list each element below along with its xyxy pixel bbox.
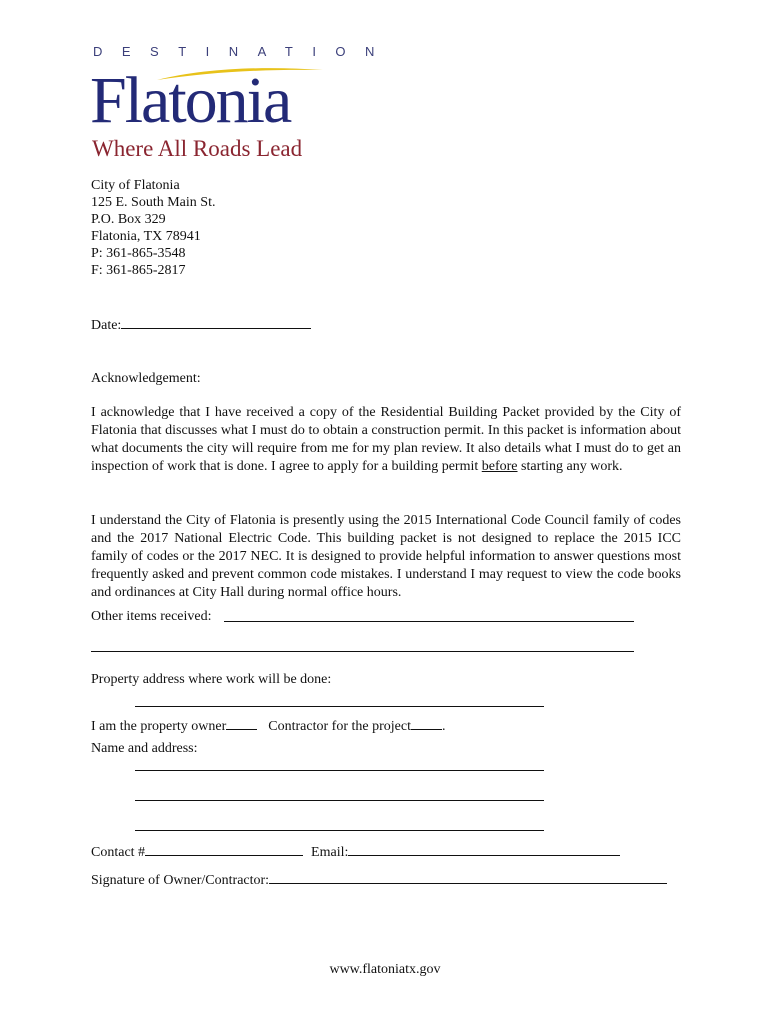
date-field[interactable]: [121, 316, 311, 329]
owner-label: I am the property owner: [91, 719, 227, 734]
name-address-line-3[interactable]: [135, 830, 544, 831]
date-label: Date:: [91, 318, 122, 333]
signature-row: [91, 871, 667, 889]
signature-field[interactable]: [269, 871, 667, 884]
logo-destination: DESTINATION: [93, 44, 394, 59]
role-row: [91, 717, 445, 735]
signature-label: Signature of Owner/Contractor:: [91, 873, 270, 888]
date-row: [91, 316, 311, 334]
para1-start: I acknowledge that I have received a copy of the Residential Building Packet provided by the City of Flatonia that discusses what I must do to obtain a construction permit. In this packet is information about what documents the city will require from me for my plan review. It also details what I must do to get an inspection of work that is done. I agree to apply for a building permit: [91, 405, 681, 474]
address-org: City of Flatonia: [91, 178, 180, 193]
other-items-row: [91, 608, 212, 625]
email-label: Email:: [311, 845, 349, 860]
logo-flatonia: Flatonia: [90, 64, 291, 137]
ack-paragraph-1: [91, 404, 681, 476]
address-street: 125 E. South Main St.: [91, 195, 216, 210]
other-items-label: Other items received:: [91, 609, 212, 624]
address-block: [91, 177, 215, 279]
name-address-label: Name and address:: [91, 741, 198, 756]
name-address-line-2[interactable]: [135, 800, 544, 801]
ack-paragraph-2: I understand the City of Flatonia is presently using the 2015 International Code Council family of codes and the 2017 National Electric Code. This building packet is not designed to replace the 2015 ICC family of codes or the 2017 NEC. It is designed to provide helpful information to answer questions most frequently asked and prevent common code mistakes. I understand I may request to view the code books and ordinances at City Hall during normal office hours.: [91, 513, 681, 600]
property-address-line[interactable]: [135, 706, 544, 707]
contact-field[interactable]: [145, 843, 303, 856]
para1-end: starting any work.: [517, 459, 623, 474]
address-phone: P: 361-865-3548: [91, 246, 186, 261]
contact-label: Contact #: [91, 845, 146, 860]
ack-heading: Acknowledgement:: [91, 371, 201, 386]
contractor-end: .: [441, 719, 446, 734]
footer-url[interactable]: www.flatoniatx.gov: [329, 962, 441, 977]
address-city: Flatonia, TX 78941: [91, 229, 201, 244]
contractor-label: Contractor for the project: [268, 719, 411, 734]
contractor-field[interactable]: [411, 717, 442, 730]
address-box: P.O. Box 329: [91, 212, 166, 227]
property-label: Property address where work will be done:: [91, 672, 332, 687]
other-items-line-2[interactable]: [91, 651, 634, 652]
address-fax: F: 361-865-2817: [91, 263, 186, 278]
email-field[interactable]: [348, 843, 620, 856]
owner-field[interactable]: [226, 717, 257, 730]
other-items-line-1[interactable]: [224, 621, 634, 622]
para1-underlined: before: [481, 459, 518, 474]
contact-row: [91, 843, 620, 861]
logo-tagline: Where All Roads Lead: [92, 136, 303, 161]
name-address-line-1[interactable]: [135, 770, 544, 771]
